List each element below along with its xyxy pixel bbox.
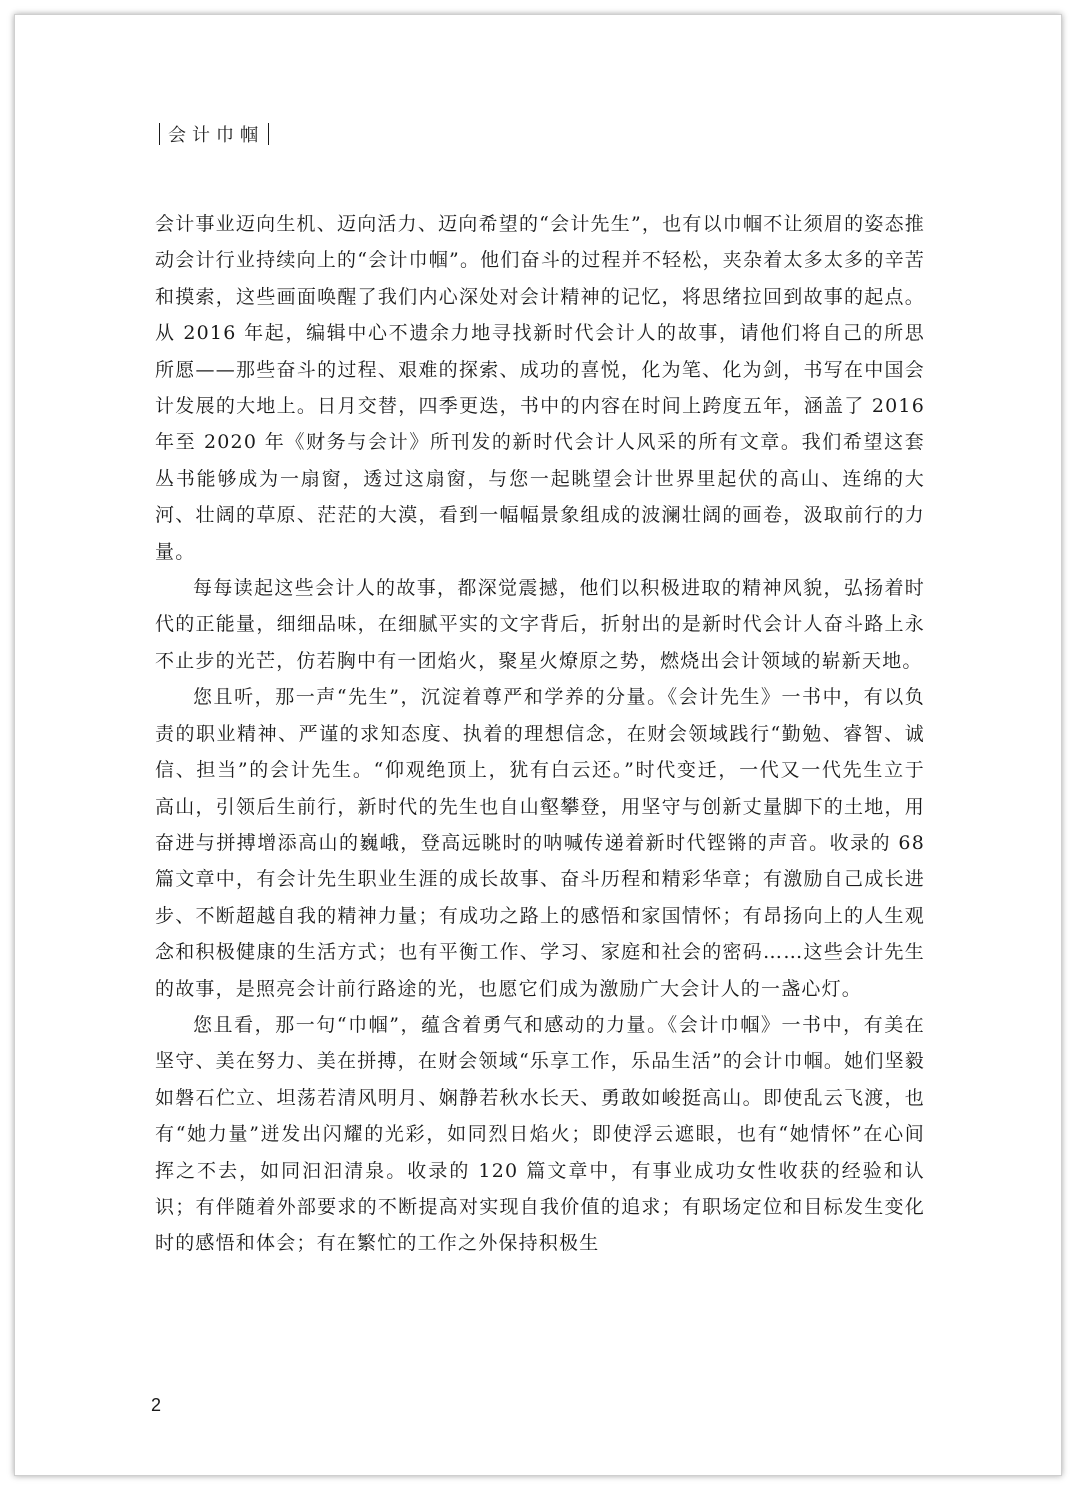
- running-header: [159, 121, 269, 147]
- paragraph: 您且看，那一句“巾帼”，蕴含着勇气和感动的力量。《会计巾帼》一书中，有美在坚守、美在努力、美在拼搏，在财会领域“乐享工作，乐品生活”的会计巾帼。她们坚毅如磐石伫立、坦荡若清风明月、娴静若秋水长天、勇敢如峻挺高山。即使乱云飞渡，也有“她力量”迸发出闪耀的光彩，如同烈日焰火；即使浮云遮眼，也有“她情怀”在心间挥之不去，如同汩汩清泉。收录的 120 篇文章中，有事业成功女性收获的经验和认识；有伴随着外部要求的不断提高对实现自我价值的追求；有职场定位和目标发生变化时的感悟和体会；有在繁忙的工作之外保持积极生: [155, 1013, 925, 1255]
- paragraph: 每每读起这些会计人的故事，都深觉震撼，他们以积极进取的精神风貌，弘扬着时代的正能量，细细品味，在细腻平实的文字背后，折射出的是新时代会计人奋斗路上永不止步的光芒，仿若胸中有一团焰火，聚星火燎原之势，燃烧出会计领域的崭新天地。: [155, 577, 925, 672]
- book-page: [14, 14, 1062, 1476]
- header-right-rule: [268, 123, 269, 145]
- page-number: 2: [151, 1395, 162, 1415]
- body-text: [155, 206, 925, 1262]
- running-header-title: 会计巾帼: [168, 125, 264, 146]
- paragraph: 您且听，那一声“先生”，沉淀着尊严和学养的分量。《会计先生》一书中，有以负责的职业精神、严谨的求知态度、执着的理想信念，在财会领域践行“勤勉、睿智、诚信、担当”的会计先生。“仰观绝顶上，犹有白云还。”时代变迁，一代又一代先生立于高山，引领后生前行，新时代的先生也自山壑攀登，用坚守与创新丈量脚下的土地，用奋进与拼搏增添高山的巍峨，登高远眺时的呐喊传递着新时代铿锵的声音。收录的 68 篇文章中，有会计先生职业生涯的成长故事、奋斗历程和精彩华章；有激励自己成长进步、不断超越自我的精神力量；有成功之路上的感悟和家国情怀；有昂扬向上的人生观念和积极健康的生活方式；也有平衡工作、学习、家庭和社会的密码……这些会计先生的故事，是照亮会计前行路途的光，也愿它们成为激励广大会计人的一盏心灯。: [155, 686, 925, 1000]
- paragraph-continued: 会计事业迈向生机、迈向活力、迈向希望的“会计先生”，也有以巾帼不让须眉的姿态推动会计行业持续向上的“会计巾帼”。他们奋斗的过程并不轻松，夹杂着太多太多的辛苦和摸索，这些画面唤醒了我们内心深处对会计精神的记忆，将思绪拉回到故事的起点。从 2016 年起，编辑中心不遗余力地寻找新时代会计人的故事，请他们将自己的所思所愿——那些奋斗的过程、艰难的探索、成功的喜悦，化为笔、化为剑，书写在中国会计发展的大地上。日月交替，四季更迭，书中的内容在时间上跨度五年，涵盖了 2016 年至 2020 年《财务与会计》所刊发的新时代会计人风采的所有文章。我们希望这套丛书能够成为一扇窗，透过这扇窗，与您一起眺望会计世界里起伏的高山、连绵的大河、壮阔的草原、茫茫的大漠，看到一幅幅景象组成的波澜壮阔的画卷，汲取前行的力量。: [155, 213, 925, 563]
